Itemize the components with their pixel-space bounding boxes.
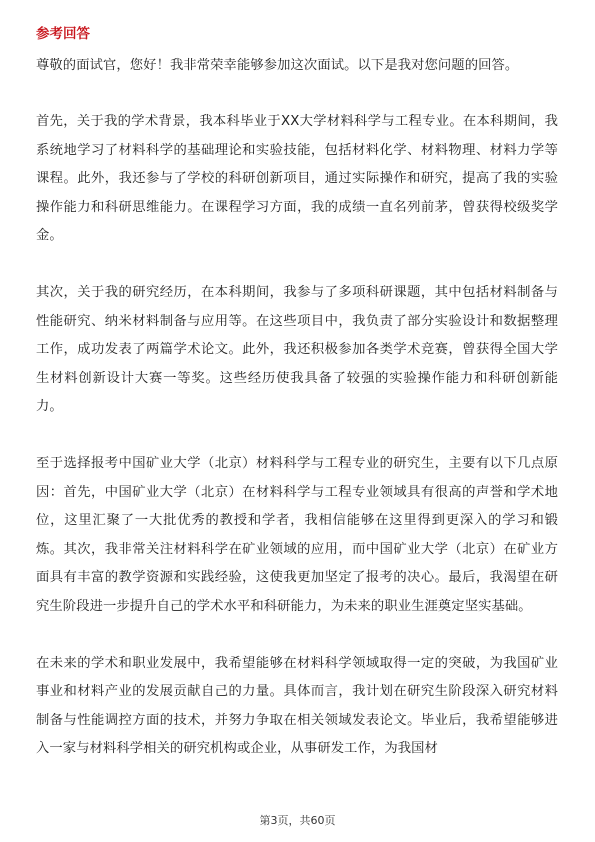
answer-body: [36, 52, 558, 793]
page-number: 第3页，共60页: [259, 814, 336, 827]
paragraph-academic-background: 首先，关于我的学术背景，我本科毕业于XX大学材料科学与工程专业。在本科期间，我系统地学习了材料科学的基础理论和实验技能，包括材料化学、材料物理、材料力学等课程。此外，我还参与了学校的科研创新项目，通过实际操作和研究，提高了我的实验操作能力和科研思维能力。在课程学习方面，我的成绩一直名列前茅，曾获得校级奖学金。: [36, 114, 558, 244]
paragraph-greeting: 尊敬的面试官，您好！我非常荣幸能够参加这次面试。以下是我对您问题的回答。: [36, 58, 519, 73]
paragraph-research-experience: 其次，关于我的研究经历，在本科期间，我参与了多项科研课题，其中包括材料制备与性能研究、纳米材料制备与应用等。在这些项目中，我负责了部分实验设计和数据整理工作，成功发表了两篇学术论文。此外，我还积极参加各类学术竞赛，曾获得全国大学生材料创新设计大赛一等奖。这些经历使我具备了较强的实验操作能力和科研创新能力。: [36, 285, 558, 415]
section-heading: 参考回答: [36, 26, 90, 42]
paragraph-future-plans: 在未来的学术和职业发展中，我希望能够在材料科学领域取得一定的突破，为我国矿业事业和材料产业的发展贡献自己的力量。具体而言，我计划在研究生阶段深入研究材料制备与性能调控方面的技术，并努力争取在相关领域发表论文。毕业后，我希望能够进入一家与材料科学相关的研究机构或企业，从事研发工作，为我国材: [36, 655, 558, 757]
paragraph-reasons: 至于选择报考中国矿业大学（北京）材料科学与工程专业的研究生，主要有以下几点原因：首先，中国矿业大学（北京）在材料科学与工程专业领域具有很高的声誉和学术地位，这里汇聚了一大批优秀的教授和学者，我相信能够在这里得到更深入的学习和锻炼。其次，我非常关注材料科学在矿业领域的应用，而中国矿业大学（北京）在矿业方面具有丰富的教学资源和实践经验，这使我更加坚定了报考的决心。最后，我渴望在研究生阶段进一步提升自己的学术水平和科研能力，为未来的职业生涯奠定坚实基础。: [36, 456, 558, 614]
